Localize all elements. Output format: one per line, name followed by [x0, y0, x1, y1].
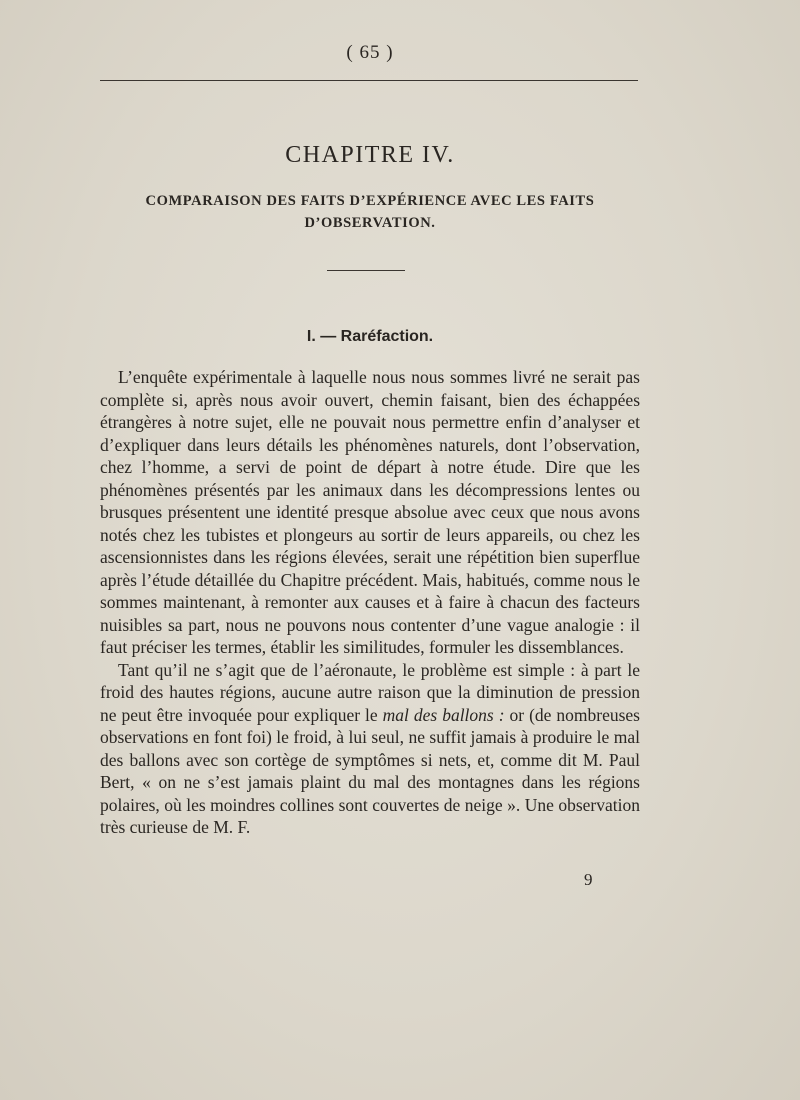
chapter-title: CHAPITRE IV. [285, 142, 455, 168]
body-text [100, 366, 640, 839]
paragraph-2 [100, 659, 640, 839]
section-heading: I. — Raréfaction. [306, 328, 434, 345]
paragraph-1: L’enquête expérimentale à laquelle nous nous sommes livré ne serait pas complète si, après nous avoir ouvert, chemin faisant, bien des échappées étrangères à notre sujet, elle ne pouvait nous permettre enfin d’analyser et d’expliquer dans leurs détails les phénomènes naturels, dont l’observation, chez l’homme, a servi de point de départ à notre étude. Dire que les phénomènes présentés par les animaux dans les décompressions lentes ou brusques présentent une identité presque absolue avec ceux que nous avons notés chez les tubistes et plongeurs au sortir de leurs appareils, ou chez les ascensionnistes dans les régions élevées, serait une répétition bien superflue après l’étude détaillée du Chapitre précédent. Mais, habitués, comme nous le sommes maintenant, à remonter aux causes et à faire à chacun des facteurs nuisibles sa part, nous ne pouvons nous contenter d’une vague analogie : il faut préciser les termes, établir les similitudes, formuler les dissemblances. [100, 367, 640, 657]
signature-mark: 9 [584, 870, 593, 889]
paragraph-2-text-b: or (de nombreuses observations en font foi) le froid, à lui seul, ne suffit jamais à produire le mal des ballons avec son cortège de symptômes si nets, et, comme dit M. Paul Bert, « on ne s’est jamais plaint du mal des montagnes dans les régions polaires, où les moindres collines sont couvertes de neige ». Une observation très curieuse de M. F. [100, 704, 640, 837]
paragraph-2-italic: mal des ballons : [382, 704, 505, 725]
title-divider [327, 270, 405, 271]
header-rule [100, 80, 638, 81]
page-number: ( 65 ) [346, 42, 394, 63]
paragraph-2-text-a: Tant qu’il ne s’agit que de l’aéronaute, le problème est simple : à part le froid des hautes régions, aucune autre raison que la diminution de pression ne peut être invoquée pour expliquer le [100, 659, 640, 725]
chapter-subtitle: COMPARAISON DES FAITS D’EXPÉRIENCE AVEC LES FAITS D’OBSERVATION. [145, 193, 595, 231]
